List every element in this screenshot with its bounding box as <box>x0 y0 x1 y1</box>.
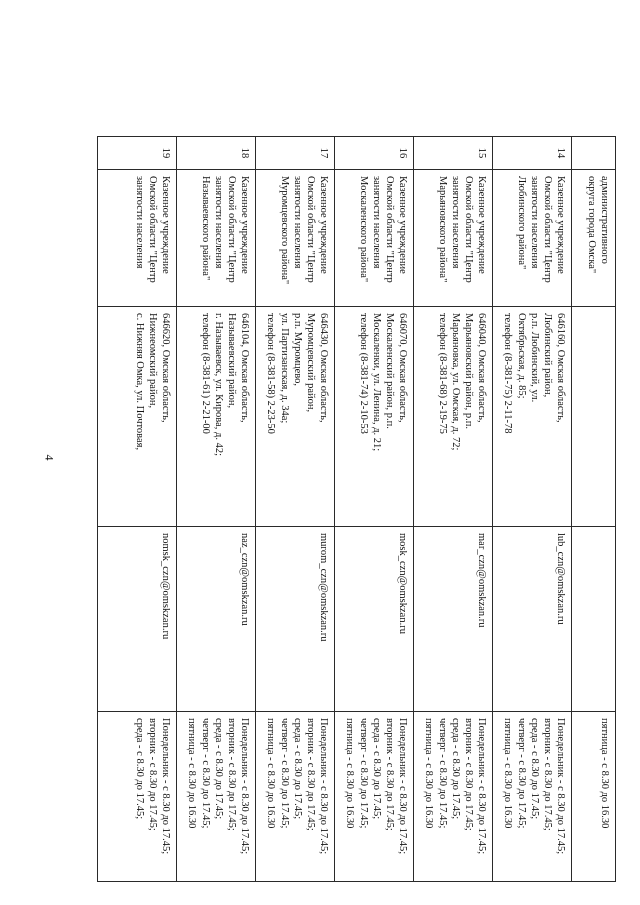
cell-hours: Понедельник - с 8.30 до 17.45; вторник - с 8.30 до 17.45; среда - с 8.30 до 17.45; <box>98 712 177 882</box>
cell-name: Казенное учреждение Омской области "Центр занятости населения Называевского района" <box>177 170 256 307</box>
cell-email: mar_czn@omskzan.ru <box>414 527 493 712</box>
cell-name: Казенное учреждение Омской области "Центр занятости населения Любинского района" <box>493 170 572 307</box>
cell-hours: Понедельник - с 8.30 до 17.45; вторник - с 8.30 до 17.45; среда - с 8.30 до 17.45; четверг - с 8.30 до 17.45; пятница - с 8.30 до 16.30 <box>414 712 493 882</box>
cell-number: 15 <box>414 137 493 170</box>
table-row <box>98 137 177 882</box>
cell-name: Казенное учреждение Омской области "Центр занятости населения Москаленского района" <box>335 170 414 307</box>
cell-address: 646430, Омская область, Муромцевский район, р.п. Муромцево, ул. Партизанская, д. 34а; телефон (8-381-58) 2-23-50 <box>256 307 335 527</box>
cell-email: naz_czn@omskzan.ru <box>177 527 256 712</box>
table-row <box>414 137 493 882</box>
cell-number: 19 <box>98 137 177 170</box>
cell-name: Казенное учреждение Омской области "Центр занятости населения Марьяновского района" <box>414 170 493 307</box>
cell-hours: Понедельник - с 8.30 до 17.45; вторник - с 8.30 до 17.45; среда - с 8.30 до 17.45; четверг - с 8.30 до 17.45; пятница - с 8.30 до 16.30 <box>256 712 335 882</box>
cell-email: murom_czn@omskzan.ru <box>256 527 335 712</box>
cell-hours: пятница - с 8.30 до 16.30 <box>572 712 616 882</box>
cell-address: 646104, Омская область, Называевский район, г. Называевск, ул. Кирова, д. 42; телефон (8-381-61) 2-21-00 <box>177 307 256 527</box>
cell-address: 646160, Омская область, Любинский район, р.п. Любинский, ул. Октябрьская, д. 85; телефон (8-381-75) 2-11-78 <box>493 307 572 527</box>
cell-number: 16 <box>335 137 414 170</box>
table-row <box>493 137 572 882</box>
page-number: 4 <box>42 454 57 461</box>
cell-address: 646620, Омская область, Нижнеомский район, с. Нижняя Омка, ул. Почтовая, <box>98 307 177 527</box>
rotated-page-content <box>98 136 616 881</box>
cell-name: административного округа города Омска" <box>572 170 616 307</box>
cell-email: mosk_czn@omskzan.ru <box>335 527 414 712</box>
cell-hours: Понедельник - с 8.30 до 17.45; вторник - с 8.30 до 17.45; среда - с 8.30 до 17.45; четверг - с 8.30 до 17.45; пятница - с 8.30 до 16.30 <box>335 712 414 882</box>
cell-number <box>572 137 616 170</box>
cell-hours: Понедельник - с 8.30 до 17.45; вторник - с 8.30 до 17.45; среда - с 8.30 до 17.45; четверг - с 8.30 до 17.45; пятница - с 8.30 до 16.30 <box>177 712 256 882</box>
cell-address <box>572 307 616 527</box>
cell-email <box>572 527 616 712</box>
cell-email: nomsk_czn@omskzan.ru <box>98 527 177 712</box>
employment-centers-table <box>97 136 616 882</box>
cell-name: Казенное учреждение Омской области "Центр занятости населения <box>98 170 177 307</box>
table-row <box>256 137 335 882</box>
table-row <box>177 137 256 882</box>
table-row-continuation <box>572 137 616 882</box>
cell-address: 646040, Омская область, Марьяновский район, р.п. Марьяновка, ул. Омская, д. 72; телефон (8-381-68) 2-19-75 <box>414 307 493 527</box>
cell-number: 18 <box>177 137 256 170</box>
table-row <box>335 137 414 882</box>
cell-name: Казенное учреждение Омской области "Центр занятости населения Муромцевского района" <box>256 170 335 307</box>
cell-hours: Понедельник - с 8.30 до 17.45; вторник - с 8.30 до 17.45; среда - с 8.30 до 17.45; четверг - с 8.30 до 17.45; пятница - с 8.30 до 16.30 <box>493 712 572 882</box>
cell-email: lub_czn@omskzan.ru <box>493 527 572 712</box>
cell-number: 17 <box>256 137 335 170</box>
cell-number: 14 <box>493 137 572 170</box>
cell-address: 646070, Омская область, Москаленский район, р.п. Москаленки, ул. Ленина, д. 21; телефон (8-381-74) 2-10-53 <box>335 307 414 527</box>
